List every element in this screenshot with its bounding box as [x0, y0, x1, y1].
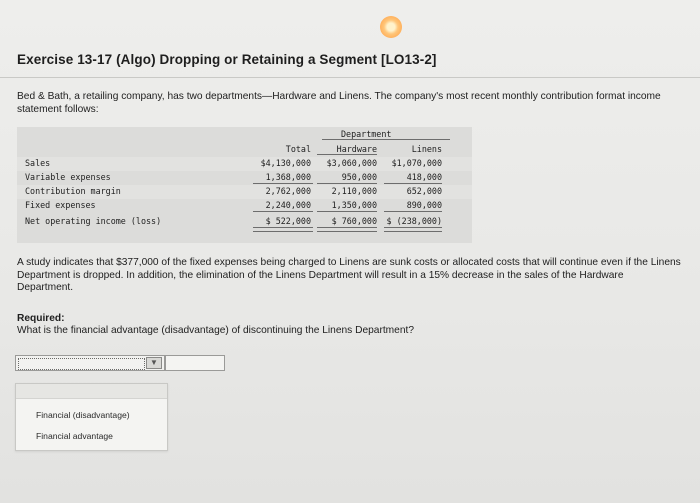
department-underline	[322, 139, 450, 140]
net-operating-income-linens: $ (238,000)	[386, 216, 442, 226]
contribution-margin-hardware: 2,110,000	[331, 186, 377, 196]
row-label-net-operating-income: Net operating income (loss)	[25, 216, 162, 226]
subtotal-underline	[384, 183, 442, 184]
advantage-dropdown[interactable]	[15, 355, 165, 371]
contribution-margin-linens: 652,000	[406, 186, 442, 196]
income-statement-table	[17, 127, 472, 243]
total-double-underline	[384, 227, 442, 232]
subtotal-underline	[253, 211, 313, 212]
contribution-margin-total: 2,762,000	[265, 186, 311, 196]
net-operating-income-hardware: $ 760,000	[331, 216, 377, 226]
column-header-hardware: Hardware	[336, 144, 377, 154]
subtotal-underline	[384, 211, 442, 212]
fixed-expenses-hardware: 1,350,000	[331, 200, 377, 210]
row-label-sales: Sales	[25, 158, 51, 168]
amount-input[interactable]	[165, 355, 225, 371]
option-financial-disadvantage[interactable]: Financial (disadvantage)	[36, 410, 130, 420]
sales-linens: $1,070,000	[391, 158, 442, 168]
sales-hardware: $3,060,000	[326, 158, 377, 168]
variable-expenses-linens: 418,000	[406, 172, 442, 182]
row-label-fixed-expenses: Fixed expenses	[25, 200, 96, 210]
total-double-underline	[253, 227, 313, 232]
department-header: Department	[341, 129, 392, 139]
row-label-contribution-margin: Contribution margin	[25, 186, 121, 196]
net-operating-income-total: $ 522,000	[265, 216, 311, 226]
total-double-underline	[317, 227, 377, 232]
subtotal-underline	[317, 183, 377, 184]
subtotal-underline	[317, 211, 377, 212]
sales-total: $4,130,000	[260, 158, 311, 168]
menu-blank-option[interactable]	[16, 384, 167, 399]
title-divider	[0, 77, 700, 78]
fixed-expenses-total: 2,240,000	[265, 200, 311, 210]
required-label: Required:	[17, 313, 65, 324]
option-financial-advantage[interactable]: Financial advantage	[36, 431, 113, 441]
study-text: A study indicates that $377,000 of the fixed expenses being charged to Linens are sunk costs or allocated costs that will continue even if the Linens Department is dropped. In addition, the elimination of the Linens Department will result in a 15% decrease in the sales of the Hardware Department.	[17, 257, 681, 293]
column-header-linens: Linens	[411, 144, 442, 154]
dropdown-menu	[15, 383, 168, 451]
required-question: What is the financial advantage (disadvantage) of discontinuing the Linens Department?	[17, 325, 414, 336]
row-label-variable-expenses: Variable expenses	[25, 172, 111, 182]
chevron-down-icon[interactable]: ▼	[146, 357, 162, 369]
subtotal-underline	[253, 183, 313, 184]
variable-expenses-hardware: 950,000	[341, 172, 377, 182]
intro-text: Bed & Bath, a retailing company, has two departments—Hardware and Linens. The company's most recent monthly contribution format income statement follows:	[17, 91, 661, 115]
dropdown-focus-outline	[18, 358, 145, 370]
exercise-title: Exercise 13-17 (Algo) Dropping or Retaining a Segment [LO13-2]	[17, 52, 437, 67]
fixed-expenses-linens: 890,000	[406, 200, 442, 210]
status-dot-icon	[380, 16, 402, 38]
column-header-total: Total	[285, 144, 311, 154]
variable-expenses-total: 1,368,000	[265, 172, 311, 182]
hardware-header-underline	[317, 154, 377, 155]
